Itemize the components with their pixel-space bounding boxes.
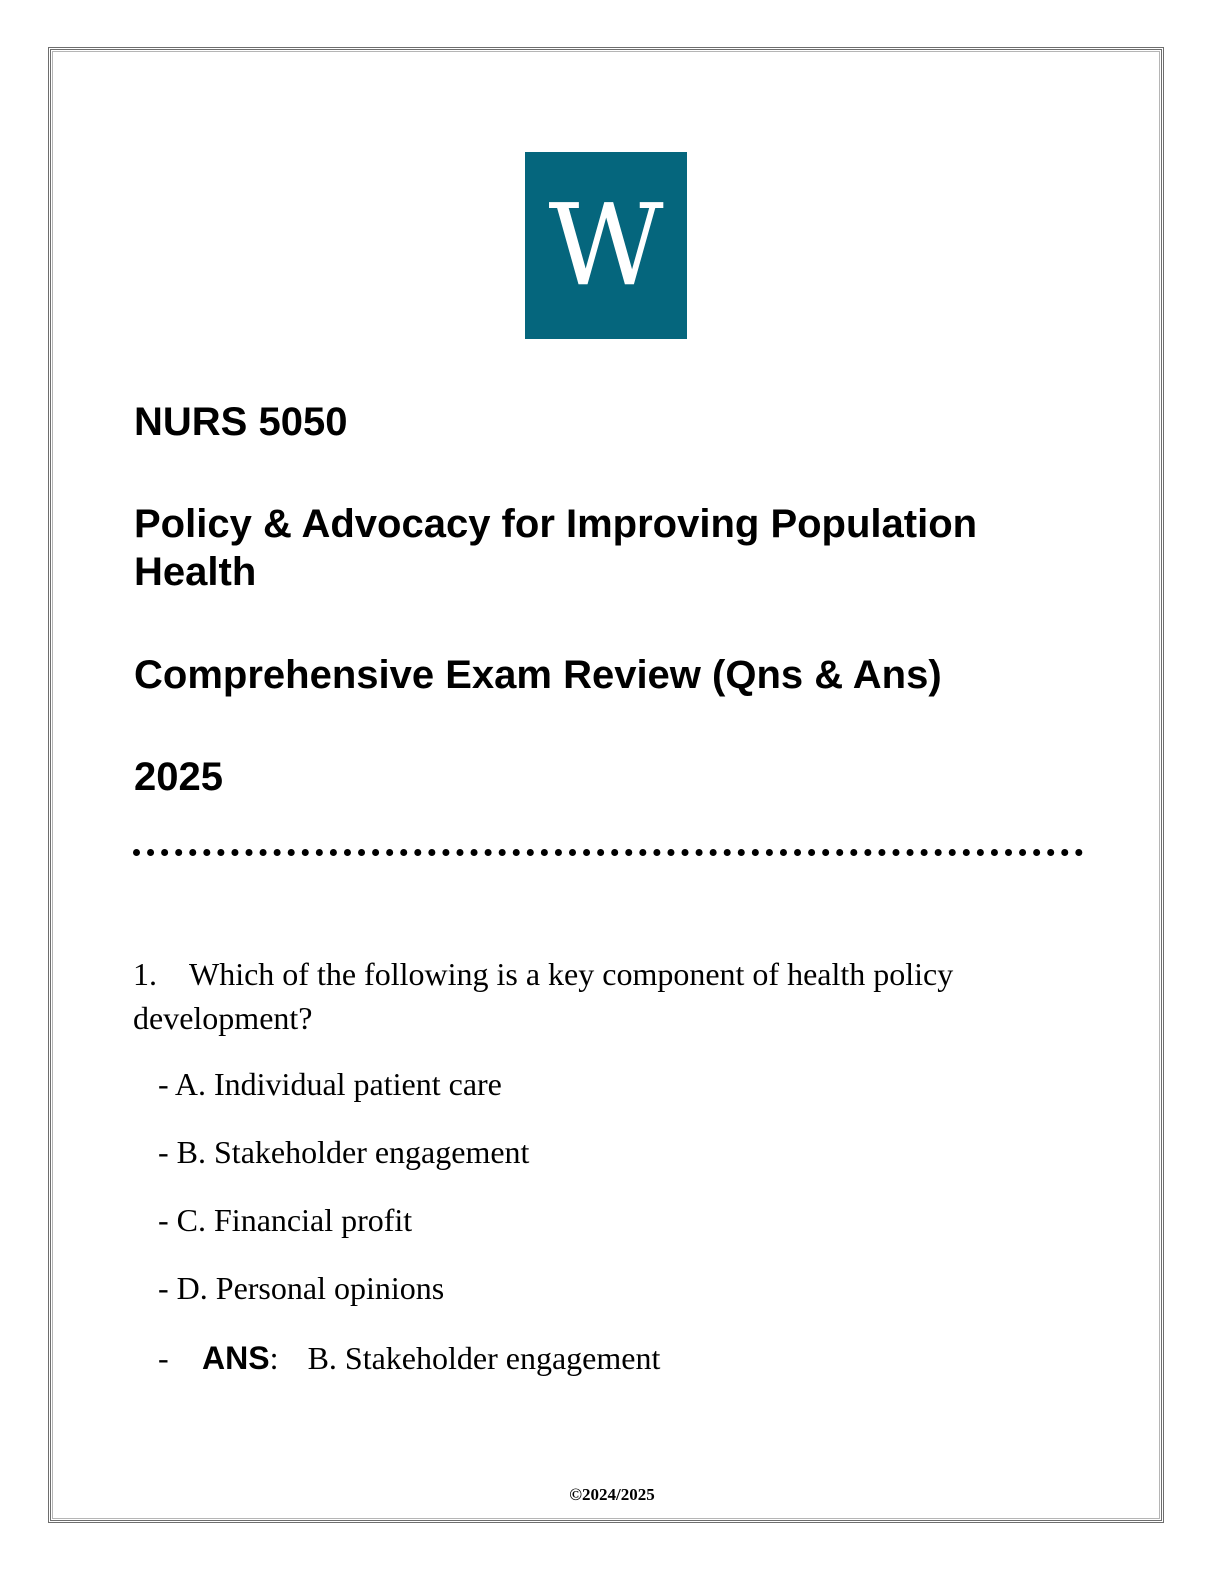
answer-label: ANS xyxy=(202,1340,270,1376)
logo xyxy=(525,152,687,339)
copyright-footer: ©2024/2025 xyxy=(569,1485,655,1504)
answer-line xyxy=(158,1336,660,1380)
answer-dash: - xyxy=(158,1340,169,1376)
document-year: 2025 xyxy=(134,755,223,799)
logo-letter: W xyxy=(548,181,664,311)
option-c: - C. Financial profit xyxy=(158,1202,413,1238)
dotted-divider xyxy=(133,849,1083,856)
answer-text: B. Stakeholder engagement xyxy=(307,1340,661,1376)
answer-colon: : xyxy=(269,1340,279,1376)
course-code: NURS 5050 xyxy=(134,400,348,444)
question-1 xyxy=(133,952,1083,1040)
option-a: - A. Individual patient care xyxy=(158,1066,502,1102)
option-b: - B. Stakeholder engagement xyxy=(158,1134,530,1170)
option-d: - D. Personal opinions xyxy=(158,1270,445,1306)
question-text: Which of the following is a key component of health policy development? xyxy=(133,956,954,1036)
document-title: Comprehensive Exam Review (Qns & Ans) xyxy=(134,653,942,697)
question-number: 1. xyxy=(133,956,157,992)
course-title: Policy & Advocacy for Improving Population Health xyxy=(134,502,978,594)
